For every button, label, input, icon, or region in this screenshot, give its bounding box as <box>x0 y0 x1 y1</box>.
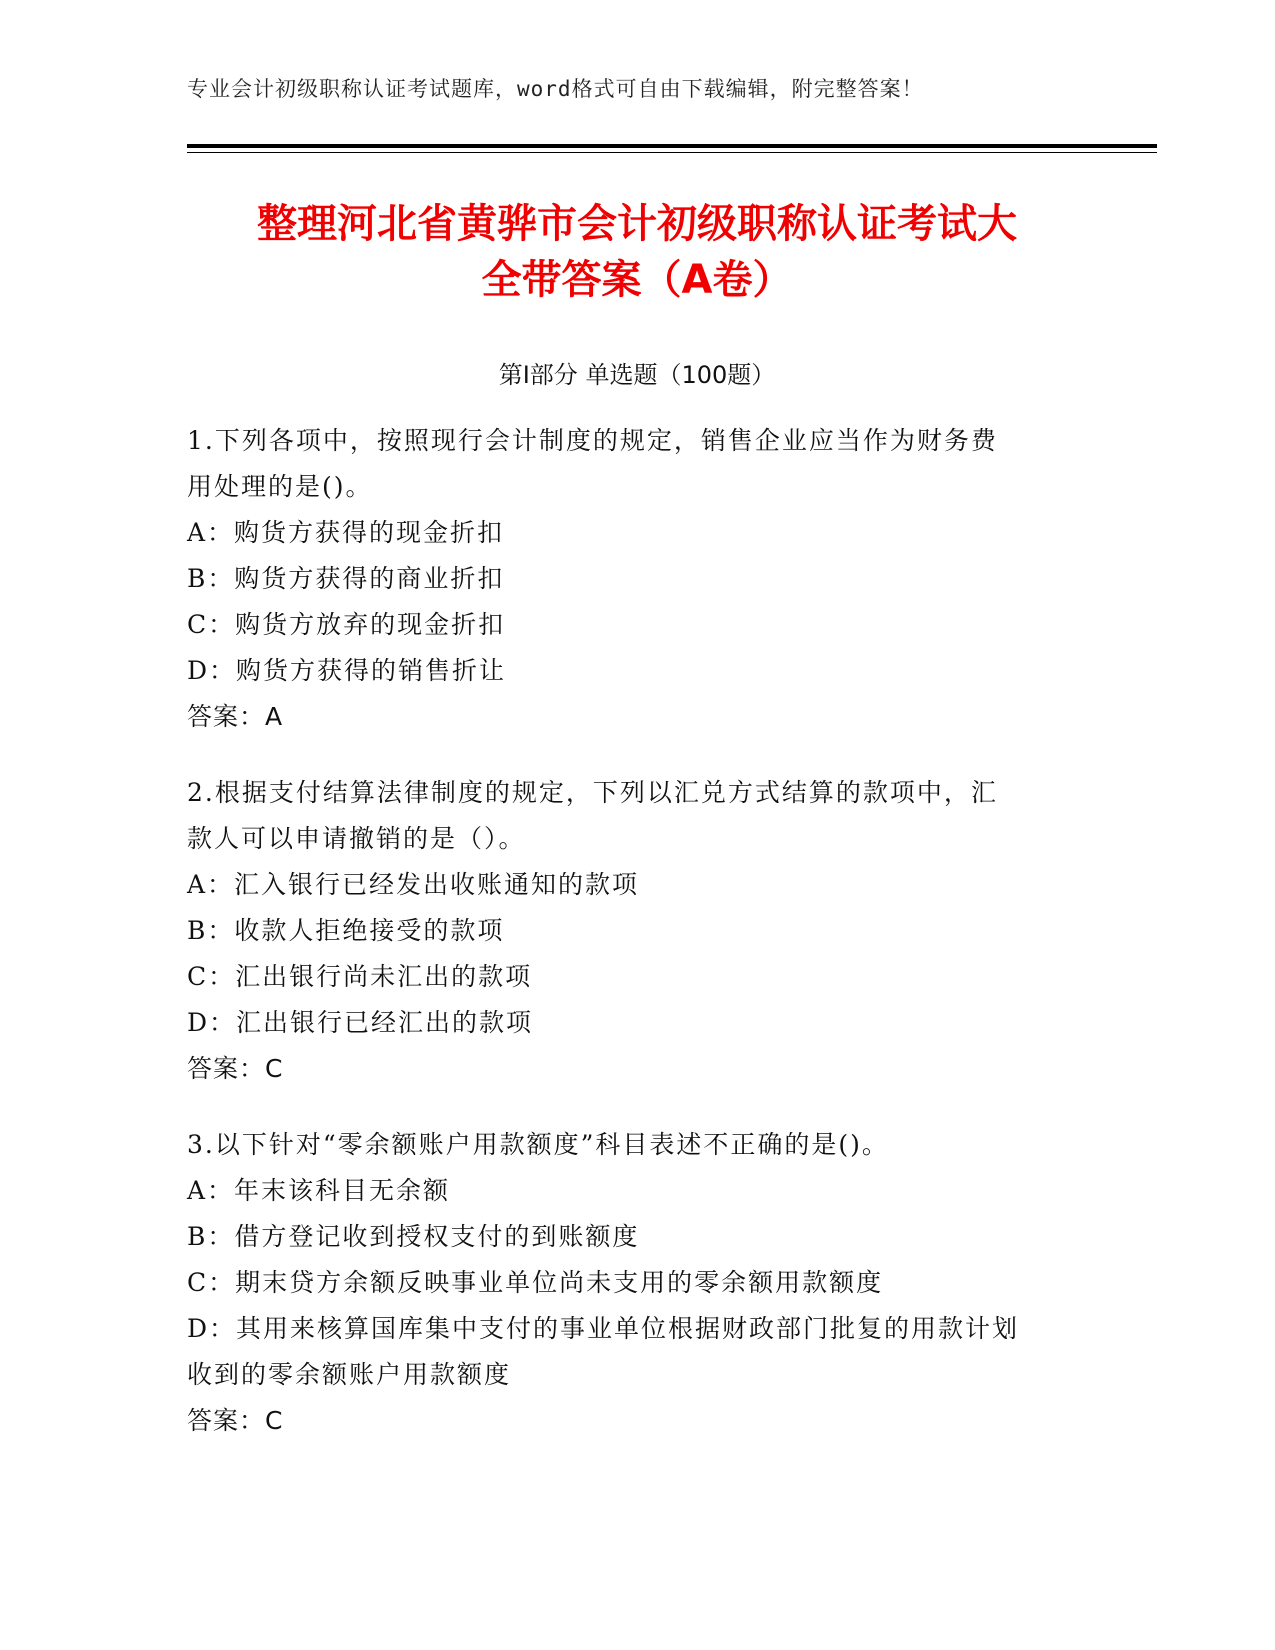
question-3 <box>187 1122 1077 1444</box>
question-1-stem-line-1: 1.下列各项中，按照现行会计制度的规定，销售企业应当作为财务费 <box>187 426 998 455</box>
question-1-option-d: D：购货方获得的销售折让 <box>187 656 507 685</box>
section-heading: 第Ⅰ部分 单选题（100题） <box>498 361 776 389</box>
question-2-answer: 答案：C <box>187 1054 284 1083</box>
question-2-stem-line-2: 款人可以申请撤销的是（）。 <box>187 824 526 853</box>
title-line-1: 整理河北省黄骅市会计初级职称认证考试大 <box>257 201 1017 247</box>
question-3-option-d-continued: 收到的零余额账户用款额度 <box>187 1360 512 1389</box>
question-3-option-c: C：期末贷方余额反映事业单位尚未支用的零余额用款额度 <box>187 1268 884 1297</box>
question-2-option-c: C：汇出银行尚未汇出的款项 <box>187 962 533 991</box>
question-1-answer: 答案：A <box>187 702 284 731</box>
question-3-option-a: A：年末该科目无余额 <box>187 1176 451 1205</box>
question-3-option-d: D：其用来核算国库集中支付的事业单位根据财政部门批复的用款计划 <box>187 1314 1020 1343</box>
question-2-option-a: A：汇入银行已经发出收账通知的款项 <box>187 870 640 899</box>
question-3-option-b: B：借方登记收到授权支付的到账额度 <box>187 1222 640 1251</box>
question-3-stem-line-1: 3.以下针对“零余额账户用款额度”科目表述不正确的是()。 <box>187 1130 889 1159</box>
question-2 <box>187 770 1077 1092</box>
header-rule-thick <box>187 144 1157 148</box>
question-2-option-d: D：汇出银行已经汇出的款项 <box>187 1008 534 1037</box>
title-line-2: 全带答案（A卷） <box>481 257 793 303</box>
question-3-answer: 答案：C <box>187 1406 284 1435</box>
question-2-stem-line-1: 2.根据支付结算法律制度的规定，下列以汇兑方式结算的款项中，汇 <box>187 778 998 807</box>
question-1-option-b: B：购货方获得的商业折扣 <box>187 564 505 593</box>
question-1-option-a: A：购货方获得的现金折扣 <box>187 518 505 547</box>
document-title <box>187 196 1087 308</box>
header-note: 专业会计初级职称认证考试题库，word格式可自由下载编辑，附完整答案！ <box>187 77 924 101</box>
header-rule-thin <box>187 152 1157 153</box>
question-1-stem-line-2: 用处理的是()。 <box>187 472 373 501</box>
question-2-option-b: B：收款人拒绝接受的款项 <box>187 916 505 945</box>
question-1-option-c: C：购货方放弃的现金折扣 <box>187 610 506 639</box>
question-1 <box>187 418 1077 740</box>
